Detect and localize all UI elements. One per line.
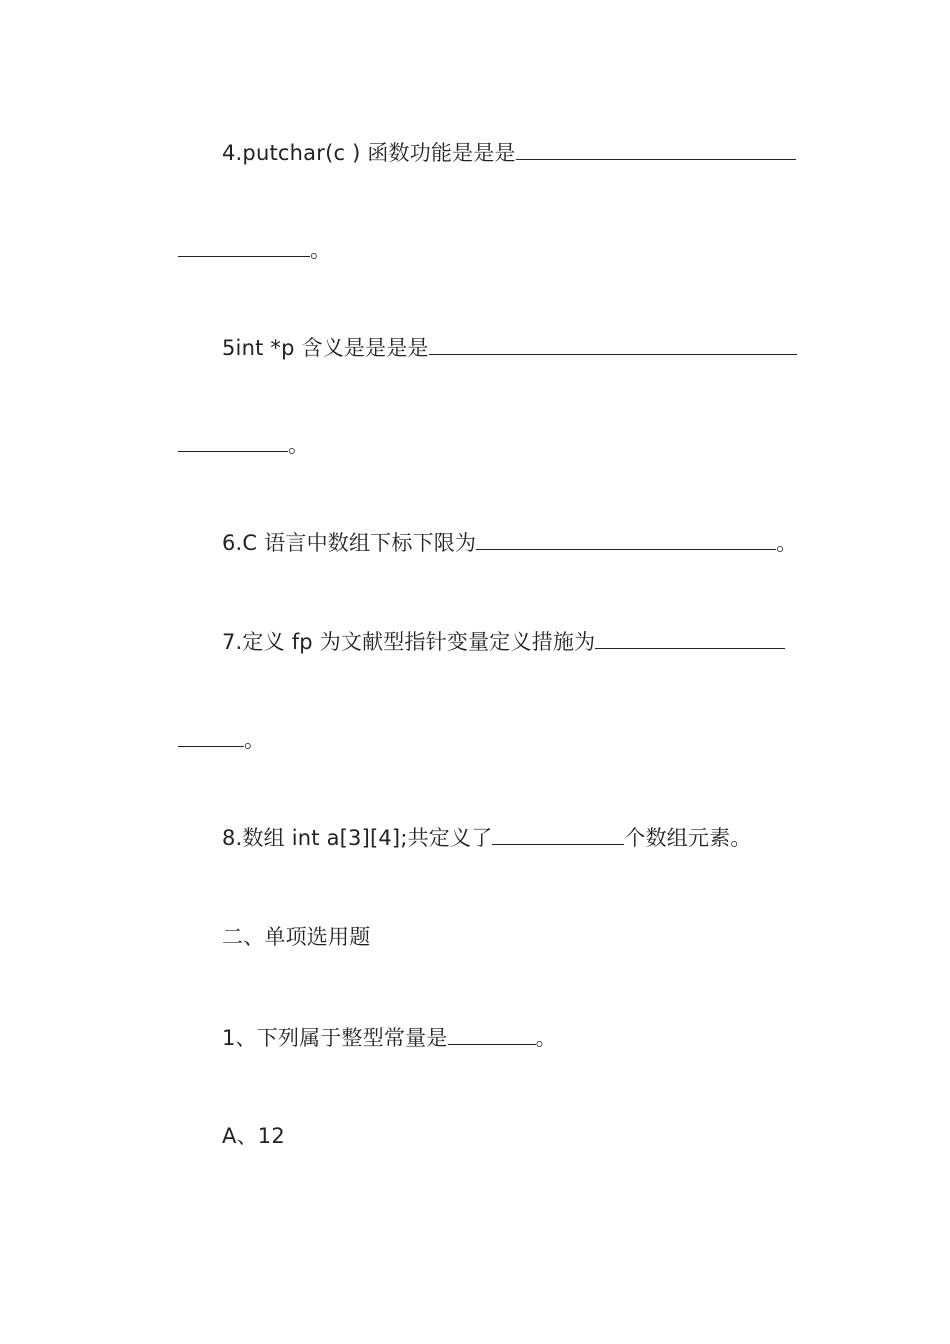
question-4-end: 。 bbox=[310, 238, 332, 262]
question-5-line-1 bbox=[222, 333, 797, 361]
question-4-line-1 bbox=[222, 138, 796, 166]
option-a-text: A、12 bbox=[222, 1124, 285, 1148]
question-6-text: 6.C 语言中数组下标下限为 bbox=[222, 531, 477, 555]
question-7-blank-cont bbox=[178, 725, 244, 747]
option-a-line bbox=[222, 1122, 285, 1150]
question-8-blank bbox=[492, 823, 624, 845]
question-7-end: 。 bbox=[244, 728, 266, 752]
section-title bbox=[222, 923, 370, 951]
choice-question-1-text: 1、下列属于整型常量是 bbox=[222, 1026, 448, 1050]
question-5-line-2 bbox=[178, 430, 309, 458]
question-7-blank bbox=[595, 627, 785, 649]
question-5-text: 5int *p 含义是是是是 bbox=[222, 336, 429, 360]
question-7-line-1 bbox=[222, 627, 785, 655]
question-5-blank-cont bbox=[178, 430, 288, 452]
question-8-line bbox=[222, 823, 752, 851]
question-7-line-2 bbox=[178, 725, 265, 753]
choice-question-1-blank bbox=[448, 1023, 536, 1045]
question-6-end: 。 bbox=[776, 531, 798, 555]
question-4-blank-cont bbox=[178, 235, 310, 257]
question-6-line bbox=[222, 528, 797, 556]
choice-question-1-end: 。 bbox=[535, 1026, 557, 1050]
question-4-line-2 bbox=[178, 235, 331, 263]
question-4-blank bbox=[516, 138, 796, 160]
question-6-blank bbox=[476, 528, 776, 550]
question-7-text: 7.定义 fp 为文献型指针变量定义措施为 bbox=[222, 630, 596, 654]
question-8-text-before: 8.数组 int a[3][4];共定义了 bbox=[222, 826, 493, 850]
choice-question-1-line bbox=[222, 1023, 557, 1051]
question-5-end: 。 bbox=[288, 433, 310, 457]
question-8-text-after: 个数组元素。 bbox=[624, 826, 752, 850]
question-4-text: 4.putchar(c ) 函数功能是是是 bbox=[222, 141, 516, 165]
question-5-blank bbox=[429, 333, 797, 355]
section-title-text: 二、单项选用题 bbox=[222, 925, 371, 949]
